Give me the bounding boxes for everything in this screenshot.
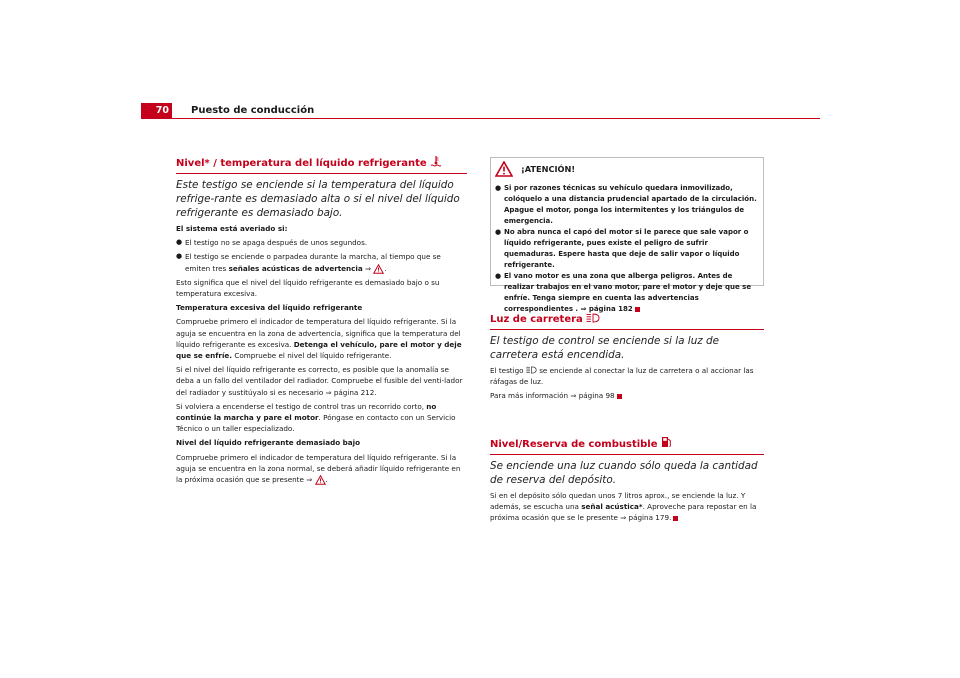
coolant-lead: Este testigo se enciende si la temperatura del líquido refrige-rante es demasiado alta o si el nivel del líquido refrigerante es demasiado bajo. [176,179,460,219]
paragraph: Esto significa que el nivel del líquido refrigerante es demasiado bajo o su temperatura excesiva. [176,277,440,299]
paragraph: Si el nivel del líquido refrigerante es correcto, es posible que la anomalía se deba a un fallo del ventilador del radiador. Compruebe el fusible del venti-lador del radiador y sustitúyalo si es necesario ⇒ página 212. [176,365,463,397]
high-beam-lead: El testigo de control se enciende si la luz de carretera está encendida. [490,335,720,361]
list-item: ● No abra nunca el capó del motor si le parece que sale vapor o líquido refrigerante, pues existe el peligro de sufrir quemaduras. Espere hasta que deje de salir vapor o líquido refrigerante. [495,227,759,271]
fuel-lead: Se enciende una luz cuando sólo queda la cantidad de reserva del depósito. [490,460,758,486]
warning-triangle-icon [315,475,326,485]
paragraph: Si en el depósito sólo quedan unos 7 litros aprox., se enciende la luz. Y además, se escucha una señal acústica*. Aproveche para repostar en la próxima ocasión que se le presente ⇒ página 179. [490,491,757,523]
paragraph: Compruebe primero el indicador de temperatura del líquido refrigerante. Si la aguja se encuentra en la zona de advertencia, significa que la temperatura del líquido refrigerante es excesiva. Detenga el vehículo, pare el motor y deje que se enfríe. Compruebe el nivel del líquido refrigerante. [176,317,462,361]
paragraph: El testigo se enciende al conectar la luz de carretera o al accionar las ráfagas de luz. [490,366,754,387]
high-beam-icon [586,313,600,323]
list-item: ● El testigo no se apaga después de unos segundos. [176,237,467,248]
end-marker [673,516,678,521]
subheading-fault: El sistema está averiado si: [176,224,288,233]
section-title-fuel: Nivel/Reserva de combustible [490,436,764,455]
coolant-temperature-icon [430,155,442,167]
right-column-high-beam [490,313,764,405]
list-item: ● El testigo se enciende o parpadea durante la marcha, al tiempo que se emiten tres señales acústicas de advertencia ⇒ . [176,251,467,273]
page-header-title: Puesto de conducción [191,105,315,116]
list-item: ● El vano motor es una zona que alberga peligros. Antes de realizar trabajos en el vano motor, pare el motor y deje que se enfríe. Tenga siempre en cuenta las advertencias correspondientes . ⇒ página 182 [495,271,759,315]
list-item: ● Si por razones técnicas su vehículo quedara inmovilizado, colóquelo a una distancia prudencial apartado de la circulación. Apague el motor, ponga los intermitentes y los triángulos de emergencia. [495,183,759,227]
attention-header: ¡ATENCIÓN! [495,161,759,177]
paragraph: Para más información ⇒ página 98 [490,390,764,401]
left-column [176,155,467,488]
right-column-fuel [490,436,764,527]
paragraph: Compruebe primero el indicador de temperatura del líquido refrigerante. Si la aguja se encuentra en la zona normal, se deberá añadir líquido refrigerante en la próxima ocasión que se presente ⇒ . [176,452,461,485]
subheading-overheat: Temperatura excesiva del líquido refrigerante [176,303,363,313]
end-marker [635,307,640,312]
header-rule [172,118,820,119]
section-title-high-beam: Luz de carretera [490,313,764,330]
fuel-pump-icon [661,436,672,448]
end-marker [617,394,622,399]
subheading-low-level: Nivel del líquido refrigerante demasiado bajo [176,438,361,448]
warning-triangle-icon [373,264,384,274]
warning-triangle-icon [495,161,513,177]
page-number: 70 [141,103,172,119]
attention-box [490,157,764,313]
paragraph: Si volviera a encenderse el testigo de control tras un recorrido corto, no continúe la marcha y pare el motor. Póngase en contacto con un Servicio Técnico o un taller especializado. [176,401,456,434]
section-title-coolant: Nivel* / temperatura del líquido refrigerante [176,155,467,174]
high-beam-icon [526,366,537,374]
